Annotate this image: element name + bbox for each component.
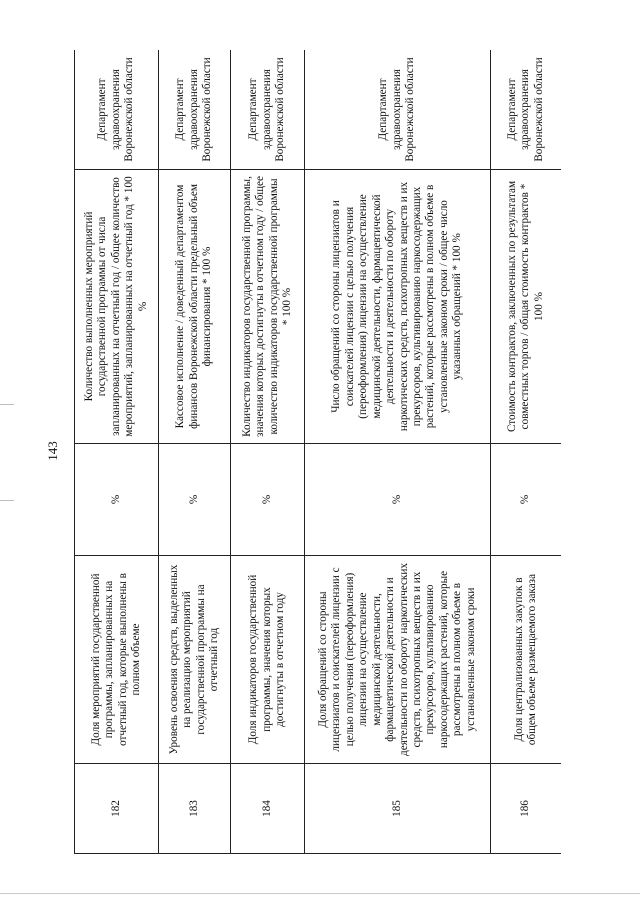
row-number: 182 xyxy=(75,764,159,854)
responsible-cell: Департамент здравоохранения Воронежской области xyxy=(75,50,159,170)
responsible-cell: Департамент здравоохранения Воронежской области xyxy=(231,50,305,170)
scan-bottom-edge xyxy=(0,893,640,894)
table-row xyxy=(231,50,305,854)
formula-cell: Кассовое исполнение / доведенный департаментом финансов Воронежской области предельный объем финансирования * 100 % xyxy=(159,170,231,444)
formula-cell: Количество индикаторов государственной программы, значения которых достигнуты в отчетном году / общее количество индикаторов государственной программы * 100 % xyxy=(231,170,305,444)
row-number: 183 xyxy=(159,764,231,854)
indicator-name: Доля централизованных закупок в общем объеме размещаемого заказа xyxy=(491,556,562,764)
formula-cell: Стоимость контрактов, заключенных по результатам совместных торгов / общая стоимость контрактов * 100 % xyxy=(491,170,562,444)
unit-cell: % xyxy=(159,444,231,556)
indicator-table xyxy=(74,50,561,854)
formula-cell: Количество выполненных мероприятий государственной программы от числа запланированных на отчетный год / общее количество мероприятий, запланированных на отчетный год * 100 % xyxy=(75,170,159,444)
responsible-cell: Департамент здравоохранения Воронежской области xyxy=(159,50,231,170)
formula-cell: Число обращений со стороны лицензиатов и соискателей лицензии с целью получения (переоформления) лицензии на осуществление медицинской деятельности, фармацевтической деятельности и деятельности по обороту наркотических средств, психотропных веществ и их прекурсоров, культивированию наркосодержащих растений, которые рассмотрены в полном объеме в установленные законом сроки / общее число указанных обращений * 100 % xyxy=(305,170,491,444)
indicator-table-container xyxy=(74,50,561,854)
table-row xyxy=(75,50,159,854)
row-number: 186 xyxy=(491,764,562,854)
responsible-cell: Департамент здравоохранения Воронежской области xyxy=(491,50,562,170)
row-number: 185 xyxy=(305,764,491,854)
scan-edge-mark xyxy=(0,500,14,501)
table-row xyxy=(491,50,562,854)
unit-cell: % xyxy=(491,444,562,556)
indicator-name: Доля индикаторов государственной программы, значения которых достигнуты в отчетном году xyxy=(231,556,305,764)
indicator-name: Доля мероприятий государственной программы, запланированных на отчетный год, которые выполнены в полном объеме xyxy=(75,556,159,764)
page-number: 143 xyxy=(45,441,60,461)
unit-cell: % xyxy=(231,444,305,556)
indicator-name: Доля обращений со стороны лицензиатов и соискателей лицензии с целью получения (переоформления) лицензии на осуществление медицинской деятельности, фармацевтической деятельности и деятельности по обороту наркотических средств, психотропных веществ и их прекурсоров, культивированию наркосодержащих растений, которые рассмотрены в полном объеме в установленные законом сроки xyxy=(305,556,491,764)
row-number: 184 xyxy=(231,764,305,854)
responsible-cell: Департамент здравоохранения Воронежской области xyxy=(305,50,491,170)
table-row xyxy=(159,50,231,854)
unit-cell: % xyxy=(305,444,491,556)
table-row xyxy=(305,50,491,854)
scan-edge-mark xyxy=(0,404,14,405)
unit-cell: % xyxy=(75,444,159,556)
indicator-name: Уровень освоения средств, выделенных на реализацию мероприятий государственной программы на отчетный год xyxy=(159,556,231,764)
